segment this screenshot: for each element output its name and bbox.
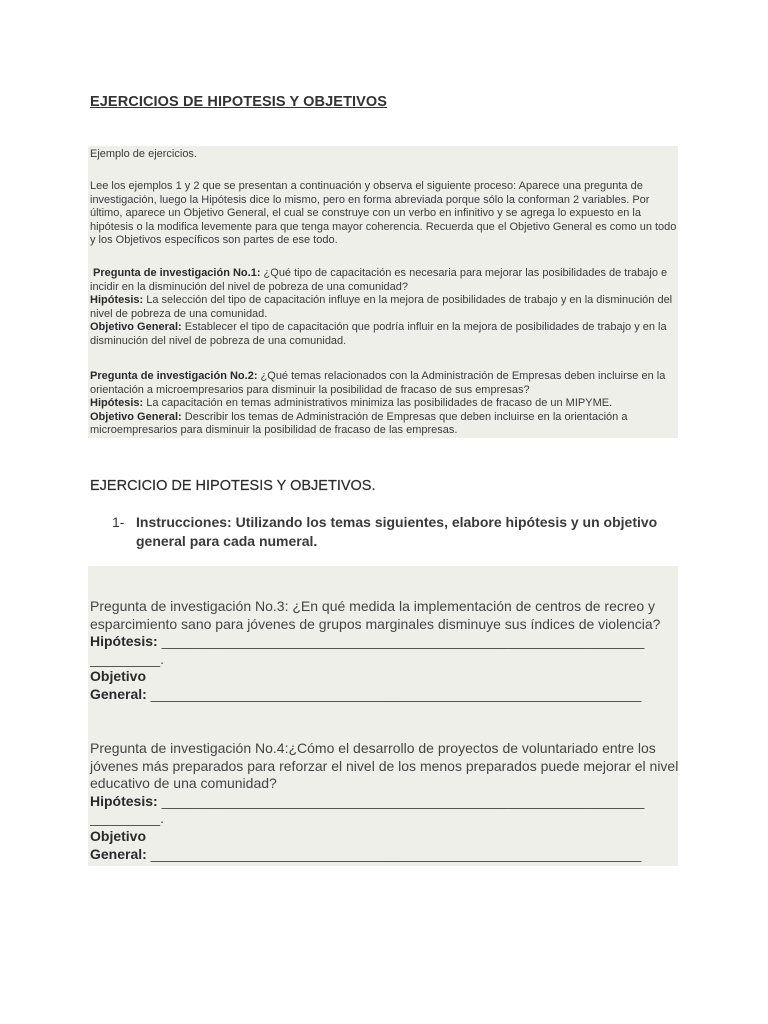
q2-label: Pregunta de investigación No.2:: [90, 370, 258, 382]
q4-text: Pregunta de investigación No.4:¿Cómo el desarrollo de proyectos de voluntariado entre los jóvenes más preparados para reforzar el nivel de los menos preparados puede mejorar el nivel educativo de una comunidad?: [90, 740, 679, 792]
general-label: General:: [90, 685, 147, 702]
objetivo-label: Objetivo: [90, 668, 147, 685]
general-label: General:: [90, 845, 147, 862]
instruction-number: 1-: [112, 514, 125, 530]
example-1: [90, 267, 680, 349]
exercise-title: EJERCICIO DE HIPOTESIS Y OBJETIVOS.: [90, 478, 376, 494]
hipotesis-label: Hipótesis:: [90, 633, 158, 650]
q2-text: ¿Qué temas relacionados con la Administración de Empresas deben incluirse en la orientación a microempresarios para disminuir la posibilidad de fracaso de sus empresas?: [90, 370, 666, 396]
q1-text: ¿Qué tipo de capacitación es necesaria para mejorar las posibilidades de trabajo e incidir en la disminución del nivel de pobreza de una comunidad?: [90, 267, 668, 293]
o1-label: Objetivo General:: [90, 321, 182, 334]
hipotesis-blank-cont: _________.: [90, 810, 164, 827]
exercise-instruction: [112, 513, 672, 550]
instruction-text: Instrucciones: Utilizando los temas siguientes, elabore hipótesis y un objetivo general para cada numeral.: [136, 514, 658, 549]
h1-text: La selección del tipo de capacitación influye en la mejora de posibilidades de trabajo y en la disminución del nivel de pobreza de una comunidad.: [90, 294, 673, 320]
example-instructions: Lee los ejemplos 1 y 2 que se presentan a continuación y observa el siguiente proceso: Aparece una pregunta de investigación, luego la Hipótesis dice lo mismo, pero en forma abreviada porque sólo la conforman 2 variables. Por último, aparece un Objetivo General, el cual se construye con un verbo en infinitivo y se agrega lo expuesto en la hipótesis o la modifica levemente para que tenga mayor coherencia. Recuerda que el Objetivo General es como un todo y los Objetivos específicos son partes de ese todo.: [90, 180, 677, 247]
hipotesis-blank: ______________________________________________________________: [157, 633, 645, 650]
hipotesis-label: Hipótesis:: [90, 792, 158, 809]
objetivo-label: Objetivo: [90, 827, 147, 844]
o2-label: Objetivo General:: [90, 410, 182, 423]
exercise-4: [90, 740, 680, 863]
hipotesis-blank-cont: _________.: [90, 650, 164, 667]
q3-text: Pregunta de investigación No.3: ¿En qué medida la implementación de centros de recreo y esparcimiento sano para jóvenes de grupos marginales disminuye sus índices de violencia?: [90, 598, 661, 632]
h2-label: Hipótesis:: [90, 397, 144, 410]
example-intro: Ejemplo de ejercicios.: [90, 148, 197, 160]
general-blank: _______________________________________________________________: [146, 845, 642, 862]
page-title: EJERCICIOS DE HIPOTESIS Y OBJETIVOS: [90, 94, 388, 110]
o2-text: Describir los temas de Administración de Empresas que deben incluirse en la orientación a microempresarios para disminuir la posibilidad de fracaso de las empresas.: [90, 410, 628, 437]
h1-label: Hipótesis:: [90, 294, 144, 307]
general-blank: _______________________________________________________________: [146, 685, 642, 702]
h2-text: La capacitación en temas administrativos minimiza las posibilidades de fracaso de un MIPYME.: [143, 397, 613, 410]
exercise-3: [90, 598, 680, 704]
hipotesis-blank: ______________________________________________________________: [157, 792, 645, 809]
o1-text: Establecer el tipo de capacitación que podría influir en la mejora de posibilidades de trabajo y en la disminución del nivel de pobreza de una comunidad.: [90, 321, 667, 347]
q1-label: Pregunta de investigación No.1:: [93, 267, 261, 279]
example-2: [90, 370, 680, 438]
